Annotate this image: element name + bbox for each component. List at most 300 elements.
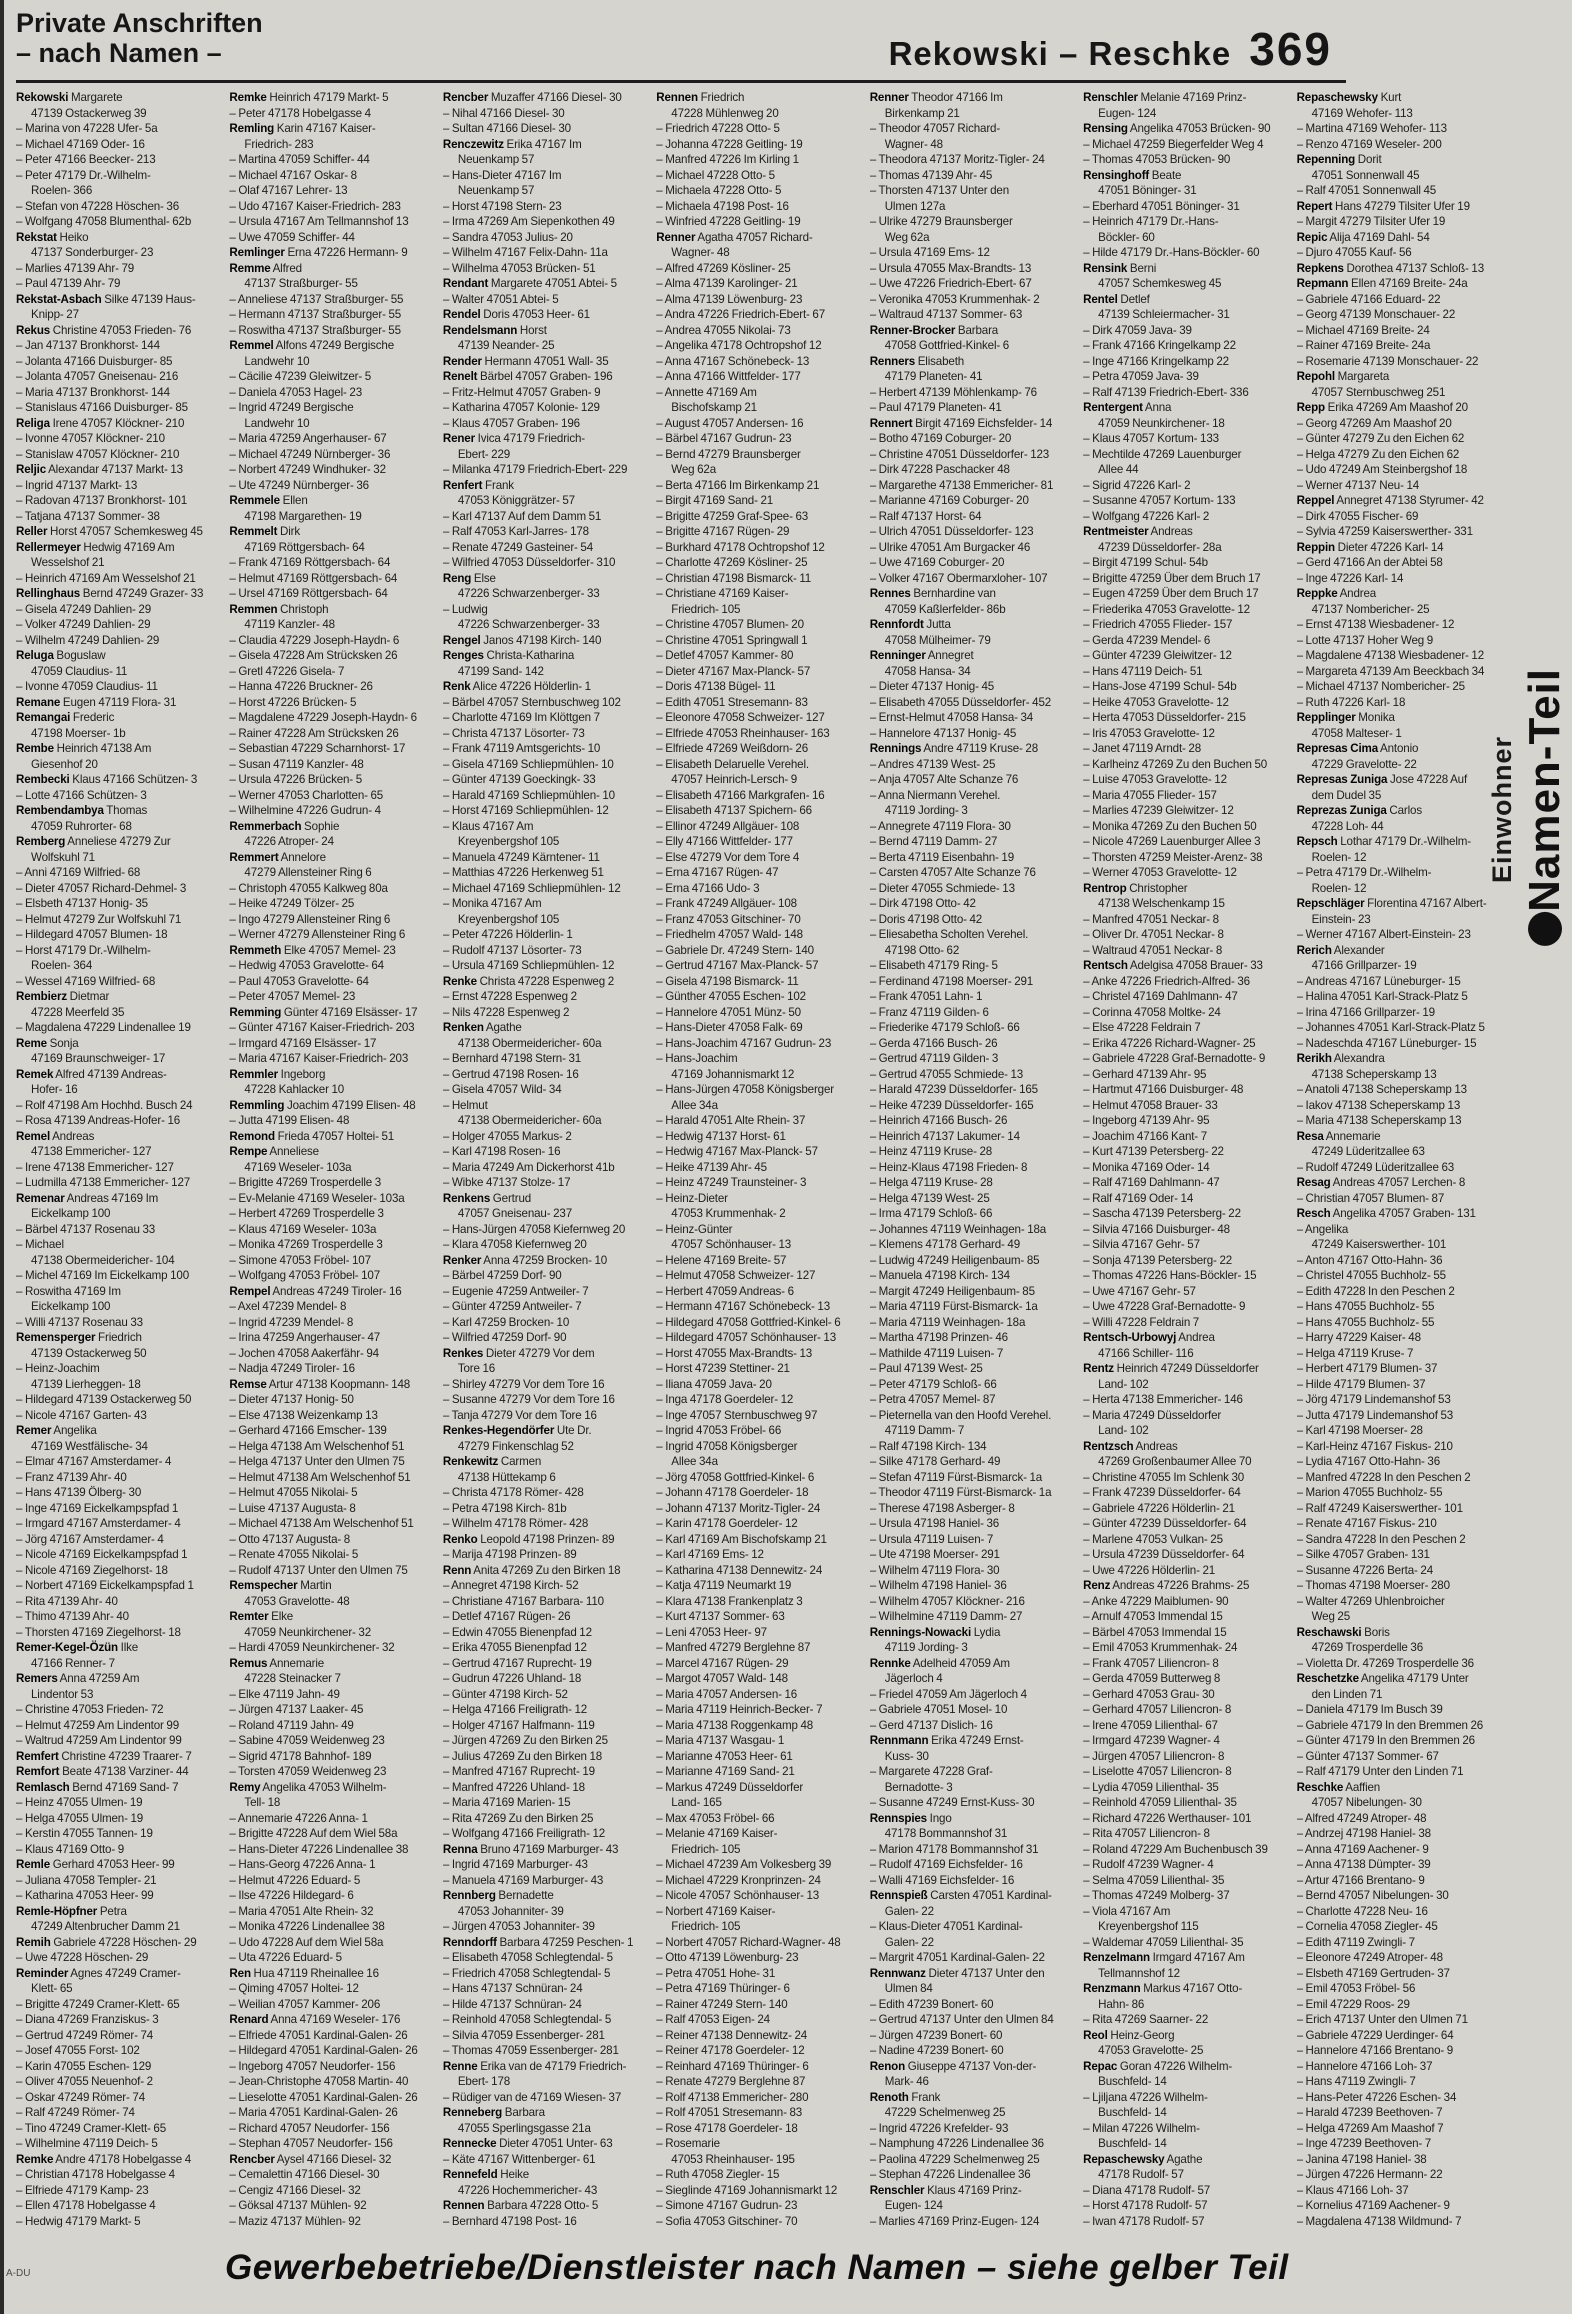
directory-entry-line: – Horst 47179 Dr.-Wilhelm- [16, 943, 151, 957]
directory-entry-line: Jägerloch 4 [884, 1672, 943, 1685]
directory-entry-line: 47138 Scheperskamp 13 [1311, 1067, 1437, 1081]
directory-entry-line: – Arnulf 47053 Immendal 15 [1083, 1610, 1223, 1623]
directory-entry-line: – Johann 47178 Goerdeler- 18 [656, 1486, 809, 1499]
directory-entry-line: – Bärbel 47259 Dorf- 90 [442, 1269, 562, 1282]
directory-entry-line: – Günter 47279 Zu den Eichen 62 [1296, 432, 1465, 445]
directory-entry-line: – Ernst-Helmut 47058 Hansa- 34 [869, 711, 1034, 724]
directory-entry-line: – Klemens 47178 Gerhard- 49 [869, 1238, 1021, 1251]
directory-entry-line: Renna Bruno 47169 Marburger- 43 [442, 1842, 619, 1856]
directory-entry-line: – Tino 47249 Cramer-Klett- 65 [16, 2121, 166, 2135]
directory-entry-line: – Karl 47198 Moerser- 28 [1296, 1424, 1423, 1437]
directory-entry-line: 47057 Schönhauser- 13 [671, 1238, 792, 1251]
directory-entry-line: – Selma 47059 Lilienthal- 35 [1083, 1873, 1225, 1887]
directory-entry-line: – Ingrid 47239 Mendel- 8 [229, 1315, 354, 1329]
directory-entry-line: Rellinghaus Bernd 47249 Grazer- 33 [16, 587, 204, 600]
directory-entry-line: Rempel Andreas 47249 Tiroler- 16 [229, 1284, 402, 1298]
directory-entry-line: Remme Alfred [229, 261, 302, 275]
directory-entry-line: Wagner- 48 [671, 246, 730, 259]
directory-entry-line: – Martina 47059 Schiffer- 44 [229, 153, 370, 166]
directory-entry-line: Tore 16 [457, 1362, 496, 1375]
directory-entry-line: – Nihal 47166 Diesel- 30 [442, 106, 565, 120]
directory-entry-line: – Magdalena 47229 Lindenallee 19 [16, 1021, 191, 1034]
directory-entry-line: – Käte 47167 Wittenberger- 61 [442, 2152, 596, 2166]
directory-entry-line: – Rolf 47051 Stresemann- 83 [656, 2106, 803, 2119]
directory-entry-line: – Ljiljana 47226 Wilhelm- [1083, 2090, 1208, 2104]
directory-entry-line: – Katharina 47057 Kolonie- 129 [442, 401, 600, 414]
directory-entry-line: Eugen- 124 [1098, 106, 1157, 120]
directory-entry-line: – Ivonne 47057 Klöckner- 210 [16, 432, 165, 445]
directory-entry-line: – Susanne 47279 Vor dem Tore 16 [442, 1393, 615, 1406]
directory-entry-line: 47279 Allensteiner Ring 6 [244, 866, 372, 879]
directory-entry-line: – Elisabeth 47166 Markgrafen- 16 [656, 788, 825, 802]
directory-entry-line: Rentsch Adelgisa 47058 Brauer- 33 [1083, 959, 1263, 972]
directory-entry-line: – Ludwig [442, 602, 488, 616]
directory-entry-line: – Johanna 47228 Geitling- 19 [656, 137, 803, 151]
directory-entry-line: Rensinghoff Beate [1083, 168, 1182, 182]
directory-entry-line: – Simone 47167 Gudrun- 23 [656, 2199, 798, 2212]
directory-entry-line: – Berta 47166 Im Birkenkamp 21 [656, 478, 820, 492]
directory-entry-line: – Detlef 47057 Kammer- 80 [656, 649, 794, 662]
directory-entry-line: Klett- 65 [31, 1982, 73, 1995]
directory-entry-line: 47166 Grillparzer- 19 [1311, 959, 1417, 972]
directory-entry-line: – Marlies 47139 Ahr- 79 [16, 261, 135, 275]
directory-entry-line: 47058 Gottfried-Kinkel- 6 [884, 339, 1010, 352]
directory-entry-line: – Stephan 47057 Neudorfer- 156 [229, 2137, 393, 2150]
directory-entry-line: – Thomas 47053 Brücken- 90 [1083, 153, 1231, 166]
directory-entry-line: – Eleonore 47249 Atroper- 48 [1296, 1951, 1443, 1964]
directory-entry-line: – Winfried 47228 Geitling- 19 [656, 215, 801, 228]
directory-entry-line: Reschetzke Angelika 47179 Unter [1296, 1672, 1469, 1685]
directory-entry-line: Renon Giuseppe 47137 Von-der- [869, 2059, 1037, 2073]
directory-entry-line: – Anke 47226 Friedrich-Alfred- 36 [1083, 974, 1250, 988]
directory-entry-line: Renndorff Barbara 47259 Peschen- 1 [442, 1935, 634, 1949]
directory-entry-line: – Renate 47167 Fiskus- 210 [1296, 1517, 1437, 1530]
directory-entry-line: 47138 Obermeidericher- 60a [457, 1036, 602, 1050]
directory-entry-line: – Karl 47137 Auf dem Damm 51 [442, 509, 602, 523]
directory-entry-line: – Margareta 47139 Am Beeckbach 34 [1296, 664, 1485, 678]
directory-entry-line: – Katharina 47138 Dennewitz- 24 [656, 1563, 823, 1577]
directory-entry-line: – Gertrud 47167 Ruprecht- 19 [442, 1656, 592, 1670]
directory-entry-line: – Gabriele 47229 Uerdinger- 64 [1296, 2028, 1454, 2042]
directory-entry-line: – Waldemar 47059 Lilienthal- 35 [1083, 1935, 1244, 1949]
directory-entry-line: 47138 Welschenkamp 15 [1098, 897, 1225, 910]
directory-entry-line: Roelen- 12 [1311, 850, 1367, 864]
directory-entry-line: Bischofskamp 21 [671, 401, 757, 414]
directory-entry-line: – Elfriede 47179 Kamp- 23 [16, 2183, 149, 2197]
directory-column [656, 90, 861, 2235]
directory-entry-line: – Eugen 47259 Über dem Bruch 17 [1083, 587, 1259, 600]
directory-entry-line: – Ralf 47051 Sonnenwall 45 [1296, 184, 1437, 197]
directory-entry-line: – Juliana 47058 Templer- 21 [16, 1873, 157, 1887]
directory-entry-line: – Edith 47228 In den Peschen 2 [1296, 1284, 1455, 1298]
directory-entry-line: – Hans 47055 Buchholz- 55 [1296, 1315, 1435, 1329]
directory-entry-line: – Gertrud 47055 Schmiede- 13 [869, 1067, 1024, 1081]
directory-entry-line: – Uwe 47226 Hölderlin- 21 [1083, 1563, 1216, 1577]
directory-entry-line: – Radovan 47137 Bronkhorst- 101 [16, 494, 187, 507]
directory-entry-line: 47139 Ostackerweg 50 [31, 1346, 147, 1360]
directory-entry-line: – Sabine 47059 Weidenweg 23 [229, 1734, 385, 1747]
directory-entry-line: – Hans-Dieter 47058 Falk- 69 [656, 1021, 803, 1034]
directory-entry-line: Reng Else [442, 571, 496, 585]
directory-entry-line: – Charlotte 47169 Im Klöttgen 7 [442, 711, 600, 724]
directory-entry-line: – Inge 47239 Beethoven- 7 [1296, 2137, 1432, 2150]
directory-entry-line: Remming Günter 47169 Elsässer- 17 [229, 1005, 418, 1019]
directory-entry-line: – Alfred 47249 Atroper- 48 [1296, 1811, 1427, 1825]
directory-entry-line: – Artur 47166 Brentano- 9 [1296, 1873, 1425, 1887]
directory-entry-line: – Julius 47269 Zu den Birken 18 [442, 1749, 603, 1763]
directory-entry-line: Renko Leopold 47198 Prinzen- 89 [442, 1532, 615, 1546]
directory-entry-line: – Petra 47179 Dr.-Wilhelm- [1296, 866, 1432, 879]
directory-entry-line: – Ingrid 47226 Krefelder- 93 [869, 2121, 1009, 2135]
directory-entry-line: – Maria 47167 Kaiser-Friedrich- 203 [229, 1052, 409, 1065]
directory-entry-line: – Harald 47239 Düsseldorfer- 165 [869, 1083, 1038, 1096]
directory-entry-line: – Jürgen 47057 Liliencron- 8 [1083, 1749, 1225, 1763]
directory-entry-line: – Botho 47169 Coburger- 20 [869, 432, 1012, 445]
directory-entry-line: – Torsten 47059 Weidenweg 23 [229, 1765, 387, 1778]
directory-entry-line: – Hilde 47179 Blumen- 37 [1296, 1377, 1426, 1391]
directory-entry-line: – Jürgen 47137 Laaker- 45 [229, 1703, 364, 1716]
directory-entry-line: – Manfred 47279 Berglehne 87 [656, 1641, 811, 1654]
directory-entry-line: Religa Irene 47057 Klöckner- 210 [16, 416, 185, 430]
directory-entry-line: – Hans-Dieter 47167 Im [442, 168, 562, 182]
directory-entry-line: – Gabriele 47166 Eduard- 22 [1296, 292, 1441, 306]
directory-entry-line: 47137 Sonderburger- 23 [31, 246, 154, 259]
directory-entry-line: Renner Theodor 47166 Im [869, 91, 1003, 104]
directory-entry-line: – Friedrich 47228 Otto- 5 [656, 122, 780, 135]
directory-entry-line: – Kurt 47139 Petersberg- 22 [1083, 1145, 1224, 1158]
directory-entry-line: – Veronika 47053 Krummenhak- 2 [869, 292, 1040, 306]
directory-entry-line: – Roswitha 47137 Straßburger- 55 [229, 323, 401, 337]
directory-entry-line: – Hans 47119 Zwingli- 7 [1296, 2075, 1416, 2088]
directory-entry-line: – Jochen 47058 Aakerfähr- 94 [229, 1346, 379, 1360]
directory-entry-line: – Anna Niermann Verehel. [869, 788, 1001, 802]
directory-entry-line: – Helmut 47279 Zur Wolfskuhl 71 [16, 912, 182, 926]
directory-entry-line: – Rose 47178 Goerdeler- 18 [656, 2121, 798, 2135]
directory-entry-line: Wesselshof 21 [31, 556, 105, 569]
directory-entry-line: – Roswitha 47169 Im [16, 1284, 121, 1298]
directory-entry-line: – Friedrich 47058 Schlegtendal- 5 [442, 1966, 611, 1980]
directory-entry-line: – Marion 47178 Bommannshof 31 [869, 1842, 1039, 1856]
directory-entry-line: Remlasch Bernd 47169 Sand- 7 [16, 1780, 179, 1794]
directory-entry-line: – Helga 47137 Unter den Ulmen 75 [229, 1455, 405, 1468]
directory-entry-line: – Magdalene 47229 Joseph-Haydn- 6 [229, 711, 417, 724]
directory-entry-line: – Janet 47119 Arndt- 28 [1083, 742, 1201, 755]
directory-entry-line: Remer Angelika [16, 1424, 97, 1437]
directory-entry-line: – Wilhelm 47167 Felix-Dahn- 11a [442, 246, 608, 259]
directory-entry-line: – Kerstin 47055 Tannen- 19 [16, 1827, 153, 1840]
directory-entry-line: – Thorsten 47169 Ziegelhorst- 18 [16, 1625, 181, 1639]
directory-entry-line: 47229 Schelmenweg 25 [884, 2106, 1006, 2119]
directory-entry-line: 47055 Sperlingsgasse 21a [457, 2121, 591, 2135]
directory-entry-line: – Otto 47139 Löwenburg- 23 [656, 1951, 799, 1964]
directory-entry-line: – Eberhard 47051 Böninger- 31 [1083, 199, 1240, 213]
directory-entry-line: – Sylvia 47259 Kaiserswerther- 331 [1296, 525, 1473, 538]
directory-entry-line: – Alma 47139 Löwenburg- 23 [656, 292, 803, 306]
directory-entry-line: – Jörg 47167 Amsterdamer- 4 [16, 1532, 164, 1546]
directory-entry-line: Rennspies Ingo [869, 1811, 952, 1825]
directory-entry-line: – Friederike 47179 Schloß- 66 [869, 1021, 1020, 1034]
directory-entry-line: – Andres 47139 West- 25 [869, 757, 996, 771]
directory-entry-line: – Wessel 47169 Wilfried- 68 [16, 974, 156, 988]
directory-entry-line: Mark- 46 [884, 2075, 929, 2088]
directory-entry-line: – Rudolf 47249 Lüderitzallee 63 [1296, 1160, 1455, 1174]
directory-entry-line: – Christiane 47167 Barbara- 110 [442, 1594, 604, 1608]
directory-entry-line: 47226 Atroper- 24 [244, 835, 334, 848]
directory-entry-line: Rempe Anneliese [229, 1145, 319, 1158]
directory-entry-line: Rennings-Nowacki Lydia [869, 1625, 1001, 1639]
directory-entry-line: – Helga 47269 Am Maashof 7 [1296, 2121, 1444, 2135]
directory-entry-line: – Werner 47137 Neu- 14 [1296, 478, 1420, 492]
directory-entry-line: – Kornelius 47169 Aachener- 9 [1296, 2199, 1450, 2212]
section-tab[interactable] [1487, 530, 1570, 1090]
directory-entry-line: – Else 47228 Feldrain 7 [1083, 1021, 1201, 1034]
directory-entry-line: – Fritz-Helmut 47057 Graben- 9 [442, 385, 601, 399]
directory-entry-line: – Edwin 47055 Bienenpfad 12 [442, 1625, 592, 1639]
directory-entry-line: Rencber Aysel 47166 Diesel- 32 [229, 2152, 392, 2166]
directory-entry-line: – Berta 47119 Eisenbahn- 19 [869, 850, 1015, 864]
directory-entry-line: Repsch Lothar 47179 Dr.-Wilhelm- [1296, 835, 1471, 848]
directory-entry-line: – Sultan 47166 Diesel- 30 [442, 122, 571, 135]
directory-entry-line: – Olaf 47167 Lehrer- 13 [229, 184, 348, 197]
directory-entry-line: Rellermeyer Hedwig 47169 Am [16, 540, 175, 554]
directory-entry-line: – Iliana 47059 Java- 20 [656, 1377, 772, 1391]
directory-entry-line: – Emil 47053 Fröbel- 56 [1296, 1982, 1416, 1995]
directory-entry-line: – Ingeborg 47139 Ahr- 95 [1083, 1114, 1210, 1127]
directory-entry-line: – Manfred 47167 Ruprecht- 19 [442, 1765, 595, 1778]
directory-entry-line: – Ralf 47169 Oder- 14 [1083, 1191, 1194, 1205]
directory-entry-line: 47119 Damm- 7 [884, 1424, 965, 1437]
directory-entry-line: – Hannelore 47166 Brentano- 9 [1296, 2044, 1454, 2057]
directory-entry-line: – Ingrid 47058 Königsberger [656, 1439, 798, 1453]
directory-entry-line: Giesenhof 20 [31, 757, 98, 771]
directory-entry-line: – Nicole 47169 Eickelkampspfad 1 [16, 1548, 188, 1561]
directory-entry-line: – Wilfried 47259 Dorf- 90 [442, 1331, 567, 1344]
directory-entry-line: Renninger Annegret [869, 649, 974, 662]
directory-entry-line: 47169 Wehofer- 113 [1311, 106, 1413, 120]
directory-entry-line: Rennberg Bernadette [442, 1889, 554, 1902]
directory-entry-line: – Reiner 47138 Dennewitz- 24 [656, 2028, 808, 2042]
directory-entry-line: – Maria 47169 Marien- 15 [442, 1796, 571, 1809]
directory-entry-line: Friedrich- 105 [671, 1920, 741, 1933]
directory-entry-line: – Heinz-Günter [656, 1222, 733, 1236]
directory-entry-line: – Andra 47226 Friedrich-Ebert- 67 [656, 308, 826, 321]
directory-entry-line: – Helga 47139 West- 25 [869, 1191, 990, 1205]
directory-entry-line: – Wilhelm 47119 Flora- 30 [869, 1563, 1000, 1577]
directory-entry-line: – Michael [16, 1238, 64, 1251]
directory-entry-line: – Willi 47137 Rosenau 33 [16, 1315, 143, 1329]
directory-entry-line: – Jutta 47199 Elisen- 48 [229, 1114, 350, 1127]
directory-entry-line: – Klaus 47167 Am [442, 819, 534, 833]
directory-entry-line: Knipp- 27 [31, 308, 79, 321]
directory-entry-line: – Uwe 47059 Schiffer- 44 [229, 230, 355, 244]
directory-entry-line: – Paul 47139 Ahr- 79 [16, 277, 121, 290]
directory-entry-line: – Hannelore 47166 Loh- 37 [1296, 2059, 1433, 2073]
directory-entry-line: 47178 Bommannshof 31 [884, 1827, 1008, 1840]
directory-entry-line: 47053 Gravelotte- 48 [244, 1594, 350, 1608]
directory-entry-line: 47057 Gneisenau- 237 [457, 1207, 573, 1220]
directory-entry-line: – Katja 47119 Neumarkt 19 [656, 1579, 792, 1592]
directory-entry-line: Rekstat Heiko [16, 230, 89, 244]
name-range: Rekowski – Reschke [888, 35, 1232, 72]
directory-entry-line: – Anneliese 47137 Straßburger- 55 [229, 292, 404, 306]
directory-entry-line: Remih Gabriele 47228 Höschen- 29 [16, 1935, 197, 1949]
directory-entry-line: – Gerd 47137 Dislich- 16 [869, 1718, 993, 1732]
directory-entry-line: Resa Annemarie [1296, 1129, 1381, 1143]
directory-entry-line: Wagner- 48 [884, 137, 943, 151]
directory-entry-line: Reprezas Zuniga Carlos [1296, 804, 1422, 817]
directory-entry-line: – Lydia 47167 Otto-Hahn- 36 [1296, 1455, 1441, 1468]
directory-entry-line: – Helmut 47058 Brauer- 33 [1083, 1098, 1218, 1112]
directory-entry-line: – Norbert 47057 Richard-Wagner- 48 [656, 1935, 841, 1949]
directory-entry-line: – Detlef 47167 Rügen- 26 [442, 1610, 571, 1623]
directory-entry-line: – Leni 47053 Heer- 97 [656, 1625, 767, 1639]
directory-entry-line: 47058 Mülheimer- 79 [884, 633, 991, 647]
directory-entry-line: – Viola 47167 Am [1083, 1904, 1171, 1918]
directory-entry-line: Rennert Birgit 47169 Eichsfelder- 14 [869, 416, 1053, 430]
directory-entry-line: Repp Erika 47269 Am Maashof 20 [1296, 401, 1468, 414]
directory-entry-line: – Wilhelm 47178 Römer- 428 [442, 1517, 589, 1530]
directory-entry-line: – Manfred 47051 Neckar- 8 [1083, 912, 1219, 926]
section-title-line2: – nach Namen – [16, 38, 222, 68]
directory-entry-line: – Hermann 47137 Straßburger- 55 [229, 308, 402, 321]
tab-label-namen-teil: Namen-Teil [1520, 668, 1570, 952]
directory-entry-line: Renner Agatha 47057 Richard- [656, 230, 813, 244]
directory-entry-line: – Günter 47139 Goeckingk- 33 [442, 773, 596, 786]
directory-entry-line: – Klaus 47057 Graben- 196 [442, 416, 580, 430]
directory-entry-line: 47139 Lierheggen- 18 [31, 1377, 141, 1391]
directory-entry-line: – Helmut 47259 Am Lindentor 99 [16, 1718, 180, 1732]
directory-entry-line: – Wolfgang 47053 Fröbel- 107 [229, 1269, 381, 1282]
directory-entry-line: 47228 Kahlacker 10 [244, 1083, 345, 1096]
directory-entry-line: – Gerda 47239 Mendel- 6 [1083, 633, 1211, 647]
directory-entry-line: – Liselotte 47057 Liliencron- 8 [1083, 1765, 1232, 1778]
directory-entry-line: – Günter 47239 Gleiwitzer- 12 [1083, 649, 1232, 662]
directory-entry-line: Repplinger Monika [1296, 711, 1395, 724]
directory-entry-line: Remberg Anneliese 47279 Zur [16, 835, 171, 848]
directory-entry-line: – Reinhold 47058 Schlegtendal- 5 [442, 2013, 612, 2026]
directory-entry-line: – Hans-Georg 47226 Anna- 1 [229, 1858, 376, 1871]
directory-entry-line: – Heinz-Joachim [16, 1362, 100, 1375]
directory-entry-line: 47059 Neunkirchener- 32 [244, 1625, 372, 1639]
directory-entry-line: – Franz 47053 Gitschiner- 70 [656, 912, 801, 926]
directory-entry-line: – Luise 47053 Gravelotte- 12 [1083, 773, 1227, 786]
directory-entry-line: – Michaela 47228 Otto- 5 [656, 184, 782, 197]
directory-entry-line: – Christoph 47055 Kalkweg 80a [229, 881, 388, 895]
directory-entry-line: 47249 Kaiserswerther- 101 [1311, 1238, 1447, 1251]
directory-entry-line: Buschfeld- 14 [1098, 2137, 1167, 2150]
directory-entry-line: – Inge 47169 Eickelkampspfad 1 [16, 1501, 179, 1515]
directory-entry-line: – Ursula 47055 Max-Brandts- 13 [869, 261, 1032, 275]
directory-entry-line: Landwehr 10 [244, 354, 310, 368]
directory-entry-line: Land- 102 [1098, 1424, 1149, 1437]
directory-entry-line: – Heinrich 47179 Dr.-Hans- [1083, 215, 1219, 228]
directory-entry-line: – Emil 47229 Roos- 29 [1296, 1997, 1410, 2011]
directory-entry-line: – Annette 47169 Am [656, 385, 757, 399]
directory-entry-line: – Irmgard 47167 Amsterdamer- 4 [16, 1517, 181, 1530]
directory-entry-line: Repohl Margareta [1296, 370, 1390, 383]
directory-entry-line: 47249 Altenbrucher Damm 21 [31, 1920, 180, 1933]
directory-entry-line: – Sieglinde 47169 Johannismarkt 12 [656, 2183, 838, 2197]
directory-entry-line: – Waltraud 47137 Sommer- 63 [869, 308, 1023, 321]
directory-entry-line: – Helga 47119 Kruse- 7 [1296, 1346, 1414, 1360]
directory-entry-line: – Silvia 47167 Gehr- 57 [1083, 1238, 1200, 1251]
directory-entry-line: – Udo 47249 Am Steinbergshof 18 [1296, 463, 1468, 476]
directory-entry-line: – Dirk 47055 Fischer- 69 [1296, 509, 1419, 523]
directory-entry-line: – Milan 47226 Wilhelm- [1083, 2121, 1200, 2135]
directory-entry-line: – Nadja 47249 Tiroler- 16 [229, 1362, 355, 1375]
directory-entry-line: Rencber Muzaffer 47166 Diesel- 30 [442, 91, 622, 104]
directory-entry-line: 47198 Moerser- 1b [31, 726, 126, 740]
directory-entry-line: – Hedwig 47167 Max-Planck- 57 [656, 1145, 818, 1158]
directory-entry-line: – Stefan 47119 Fürst-Bismarck- 1a [869, 1470, 1043, 1484]
directory-entry-line: – Frank 47119 Amtsgerichts- 10 [442, 742, 601, 755]
directory-entry-line: – Michael 47138 Am Welschenhof 51 [229, 1517, 414, 1530]
directory-entry-line: – Marlene 47053 Vulkan- 25 [1083, 1532, 1223, 1546]
directory-entry-line: – Hans 47119 Deich- 51 [1083, 664, 1203, 678]
directory-entry-line: – Helmut 47138 Am Welschenhof 51 [229, 1470, 411, 1484]
directory-entry-line: – Bernhard 47198 Stern- 31 [442, 1052, 582, 1065]
directory-entry-line: – Inge 47226 Karl- 14 [1296, 571, 1404, 585]
directory-entry-line: – Helmut 47226 Eduard- 5 [229, 1873, 361, 1887]
directory-entry-line: – Rosa 47139 Andreas-Hofer- 16 [16, 1114, 181, 1127]
directory-entry-line: – Gisela 47249 Dahlien- 29 [16, 602, 152, 616]
directory-entry-line: Birkenkamp 21 [884, 106, 960, 120]
directory-entry-line: – Bernhard 47198 Post- 16 [442, 2214, 577, 2228]
directory-entry-line: Renner-Brocker Barbara [869, 323, 999, 337]
directory-entry-line: – Sonja 47139 Petersberg- 22 [1083, 1253, 1233, 1267]
directory-column [16, 90, 221, 2235]
directory-entry-line: – Brigitte 47228 Auf dem Wiel 58a [229, 1827, 398, 1840]
directory-entry-line: 47051 Böninger- 31 [1098, 184, 1197, 197]
directory-entry-line: – Helga 47119 Kruse- 28 [869, 1176, 993, 1189]
directory-entry-line: Renschler Melanie 47169 Prinz- [1083, 91, 1247, 104]
directory-entry-line: – Maria 47119 Weinhagen- 18a [869, 1315, 1026, 1329]
directory-entry-line: – Michel 47169 Im Eickelkamp 100 [16, 1269, 189, 1282]
directory-entry-line: – Walli 47169 Eichsfelder- 16 [869, 1873, 1015, 1887]
directory-entry-line: Represas Zuniga Jose 47228 Auf [1296, 773, 1468, 786]
directory-entry-line: Repschläger Florentina 47167 Albert- [1296, 897, 1487, 910]
directory-entry-line: – Heike 47139 Ahr- 45 [656, 1160, 767, 1174]
directory-entry-line: – Pieternella van den Hoofd Verehel. [869, 1408, 1052, 1422]
directory-entry-line: Eugen- 124 [884, 2199, 943, 2212]
directory-entry-line: – Rolf 47198 Am Hochhd. Busch 24 [16, 1098, 193, 1112]
directory-entry-line: 47166 Schiller- 116 [1098, 1346, 1194, 1360]
directory-entry-line: Tell- 18 [244, 1796, 281, 1809]
directory-entry-line: – Thomas 47226 Hans-Böckler- 15 [1083, 1269, 1257, 1282]
directory-entry-line: 47198 Otto- 62 [884, 943, 960, 957]
directory-entry-line: – Heinz-Klaus 47198 Frieden- 8 [869, 1160, 1028, 1174]
directory-entry-line: – Rita 47269 Zu den Birken 25 [442, 1811, 594, 1825]
directory-entry-line: – Günter 47259 Antweiler- 7 [442, 1300, 582, 1313]
directory-entry-line: – Ursula 47198 Haniel- 36 [869, 1517, 1000, 1530]
directory-entry-line: – Sandra 47053 Julius- 20 [442, 230, 573, 244]
directory-entry-line: Remse Artur 47138 Koopmann- 148 [229, 1377, 411, 1391]
directory-entry-line: – Wilhelmine 47119 Damm- 27 [869, 1610, 1023, 1623]
directory-entry-line: Remfort Beate 47138 Varziner- 44 [16, 1765, 189, 1778]
directory-entry-line: – Gerhard 47139 Ahr- 95 [1083, 1067, 1207, 1081]
directory-entry-line: – Karlheinz 47269 Zu den Buchen 50 [1083, 757, 1268, 771]
directory-entry-line: – Bärbel 47053 Immendal 15 [1083, 1625, 1227, 1639]
directory-column [443, 90, 648, 2235]
directory-entry-line: 47053 Krummenhak- 2 [671, 1207, 786, 1220]
directory-entry-line: – Iris 47053 Gravelotte- 12 [1083, 726, 1215, 740]
directory-entry-line: Renfert Frank [442, 478, 514, 492]
directory-entry-line: – Frank 47051 Lahn- 1 [869, 990, 983, 1003]
directory-entry-line: dem Dudel 35 [1311, 788, 1382, 802]
directory-entry-line: – Christian 47057 Blumen- 87 [1296, 1191, 1445, 1205]
directory-entry-line: – Ursula 47226 Brücken- 5 [229, 773, 362, 786]
directory-entry-line: – Günter 47137 Sommer- 67 [1296, 1749, 1439, 1763]
